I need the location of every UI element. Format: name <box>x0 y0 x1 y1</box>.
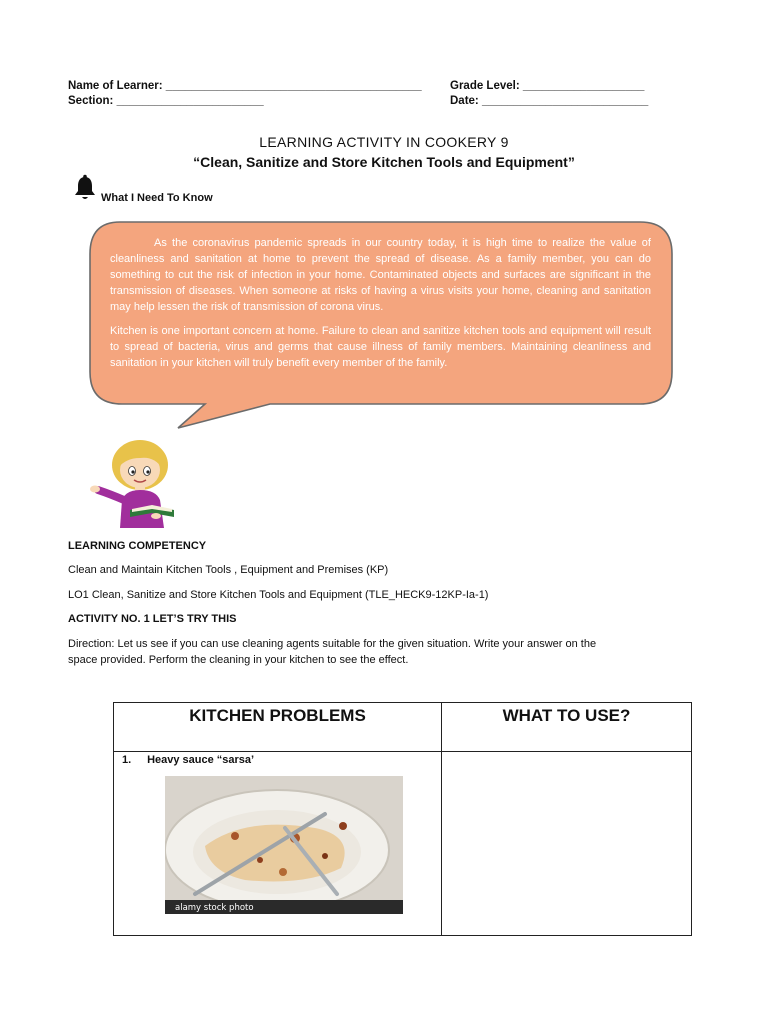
problem-text: Heavy sauce “sarsa’ <box>147 754 255 766</box>
date-line: __________________________ <box>481 95 649 107</box>
learner-name-line: ________________________________________ <box>165 80 422 92</box>
page-subtitle: “Clean, Sanitize and Store Kitchen Tools and Equipment” <box>193 154 575 170</box>
teacher-cartoon-image <box>68 438 193 528</box>
what-i-need-to-know-label: What I Need To Know <box>101 192 213 204</box>
grade-level-line: ___________________ <box>522 80 645 92</box>
direction-line-2: space provided. Perform the cleaning in your kitchen to see the effect. <box>68 654 409 666</box>
intro-paragraph-2: Kitchen is one important concern at home. Failure to clean and sanitize kitchen tools and equipment will result to spread of bacteria, virus and germs that cause illness of family members. Maintaining cleanliness and sanitation in your kitchen will truly benefit every member of the family. <box>110 325 651 369</box>
date-label: Date: <box>450 95 479 107</box>
problem-cell <box>114 752 442 936</box>
learning-competency-heading: LEARNING COMPETENCY <box>68 540 207 552</box>
activity-heading: ACTIVITY NO. 1 LET’S TRY THIS <box>68 613 237 625</box>
learner-name-label: Name of Learner: <box>68 80 163 92</box>
grade-level-label: Grade Level: <box>450 80 520 92</box>
section-line: _______________________ <box>116 95 264 107</box>
table-row <box>114 752 692 936</box>
competency-line-1: Clean and Maintain Kitchen Tools , Equipment and Premises (KP) <box>68 564 389 576</box>
kitchen-problems-table <box>113 702 692 936</box>
photo-caption: alamy stock photo <box>175 903 254 913</box>
answer-cell[interactable] <box>442 752 692 936</box>
problem-number: 1. <box>122 754 132 766</box>
intro-text <box>110 235 651 393</box>
direction-line-1: Direction: Let us see if you can use cleaning agents suitable for the given situation. Write your answer on the <box>68 638 597 650</box>
column-header-what-to-use: WHAT TO USE? <box>442 703 692 752</box>
section-label: Section: <box>68 95 114 107</box>
dirty-plate-photo <box>165 776 403 914</box>
column-header-kitchen-problems: KITCHEN PROBLEMS <box>114 703 442 752</box>
intro-paragraph-1: As the coronavirus pandemic spreads in our country today, it is high time to realize the value of cleanliness and sanitation at home to prevent the spread of disease. As a family member, you can do something to cut the risk of infection in your home. Contaminated objects and surfaces are significant in the transmission of diseases. When someone at risks of having a virus visits your home, cleaning and sanitation may help lessen the risk of transmission of corona virus. <box>110 237 651 313</box>
competency-line-2: LO1 Clean, Sanitize and Store Kitchen Tools and Equipment (TLE_HECK9-12KP-Ia-1) <box>68 589 489 601</box>
page-title: LEARNING ACTIVITY IN COOKERY 9 <box>259 134 509 150</box>
